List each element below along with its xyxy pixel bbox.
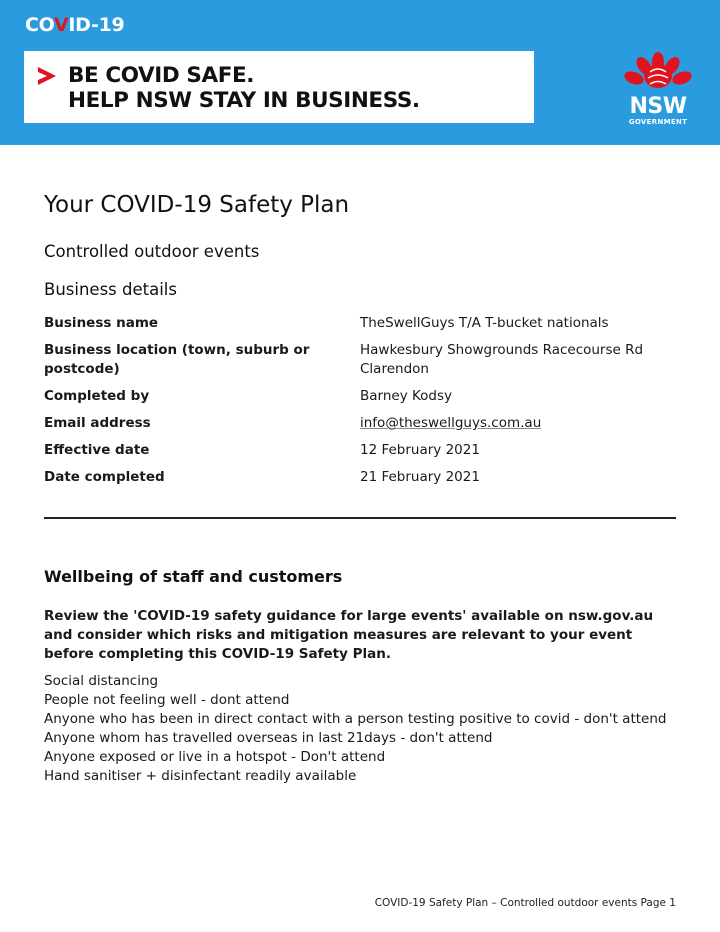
detail-label: Completed by	[44, 388, 150, 404]
detail-value: 12 February 2021	[360, 442, 480, 458]
detail-value: 21 February 2021	[360, 469, 480, 485]
detail-row-completed-by	[44, 387, 676, 406]
section-divider	[44, 517, 676, 519]
document-subtitle: Controlled outdoor events	[44, 242, 260, 261]
detail-label: Date completed	[44, 469, 165, 485]
list-item: Anyone exposed or live in a hotspot - Don't attend	[44, 749, 386, 765]
waratah-icon	[620, 50, 696, 94]
safety-measures-list	[44, 672, 684, 786]
detail-label: Email address	[44, 415, 151, 431]
slogan-box	[24, 51, 534, 123]
nsw-government-logo: NSW GOVERNMENT	[620, 50, 696, 130]
email-link[interactable]: info@theswellguys.com.au	[360, 415, 542, 431]
page-footer: COVID-19 Safety Plan – Controlled outdoor events Page 1	[374, 897, 676, 909]
detail-value: TheSwellGuys T/A T-bucket nationals	[360, 315, 609, 331]
business-details-table	[44, 314, 676, 495]
detail-value: Hawkesbury Showgrounds Racecourse Rd Clarendon	[360, 342, 644, 377]
detail-value: Barney Kodsy	[360, 388, 453, 404]
detail-row-business-location	[44, 341, 676, 379]
wellbeing-section-title: Wellbeing of staff and customers	[44, 567, 343, 586]
covid-banner	[0, 0, 720, 145]
list-item: Anyone who has been in direct contact with a person testing positive to covid - don't attend	[44, 711, 667, 727]
detail-row-date-completed	[44, 468, 676, 487]
detail-label: Business name	[44, 315, 159, 331]
list-item: People not feeling well - dont attend	[44, 692, 290, 708]
instructions-text: Review the 'COVID-19 safety guidance for large events' available on nsw.gov.au and consider which risks and mitigation measures are relevant to your event before completing this COVID-19 Safety Plan.	[44, 608, 654, 662]
detail-label: Business location (town, suburb or postcode)	[44, 342, 310, 377]
covid-19-tag: COVID-19	[25, 14, 125, 36]
business-details-heading: Business details	[44, 280, 177, 299]
list-item: Hand sanitiser + disinfectant readily available	[44, 768, 357, 784]
detail-label: Effective date	[44, 442, 150, 458]
detail-row-effective-date	[44, 441, 676, 460]
detail-row-email	[44, 414, 676, 433]
chevron-right-icon	[36, 65, 58, 87]
document-title: Your COVID-19 Safety Plan	[44, 192, 350, 218]
list-item: Social distancing	[44, 673, 159, 689]
list-item: Anyone whom has travelled overseas in last 21days - don't attend	[44, 730, 493, 746]
detail-row-business-name	[44, 314, 676, 333]
slogan: BE COVID SAFE. HELP NSW STAY IN BUSINESS.	[68, 63, 420, 113]
